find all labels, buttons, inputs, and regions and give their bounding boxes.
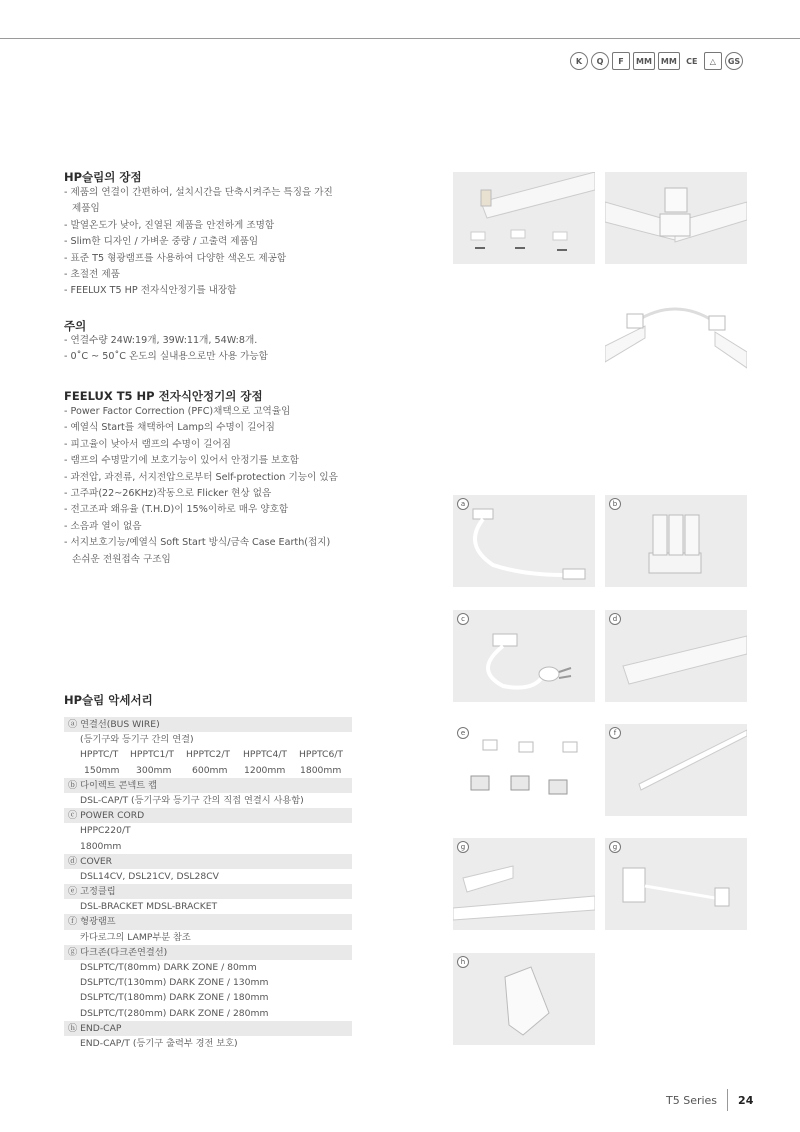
connection-illustration	[605, 172, 747, 264]
list-item: - 발열온도가 낮아, 진열된 제품을 안전하게 조명함	[64, 219, 275, 231]
list-item: - 제품의 연결이 간편하여, 설치시간을 단축시켜주는 특징을 가진	[64, 187, 333, 198]
list-item: - 과전압, 과전류, 서지전압으로부터 Self-protection 기능이 있음	[64, 471, 338, 483]
photo-label: g	[457, 841, 469, 853]
ballast-title: FEELUX T5 HP 전자식안정기의 장점	[64, 389, 263, 403]
power-cord-illustration	[453, 610, 595, 702]
acc-model: HPPTC4/T	[243, 749, 288, 761]
acc-a-lengths	[64, 763, 352, 778]
list-item: - 소음과 열이 없음	[64, 520, 142, 532]
acc-e-head: ⓔ 고정클립	[64, 884, 352, 899]
end-cap-illustration	[453, 953, 595, 1045]
footer	[666, 1089, 753, 1111]
acc-a-head: ⓐ 연결선(BUS WIRE)	[64, 717, 352, 732]
photo-g-dark-zone	[453, 838, 595, 930]
acc-length: 1800mm	[300, 764, 342, 776]
acc-c-head: ⓒ POWER CORD	[64, 808, 352, 823]
series-label: T5 Series	[666, 1093, 718, 1107]
photo-a-bus-wire	[453, 495, 595, 587]
acc-e-sub: DSL-BRACKET MDSL-BRACKET	[80, 901, 218, 913]
dark-zone-2-illustration	[605, 838, 747, 930]
features-list	[64, 185, 333, 300]
fixture-illustration	[453, 172, 595, 264]
photo-label: h	[457, 956, 469, 968]
photo-c-power-cord	[453, 610, 595, 702]
ballast-list	[64, 404, 338, 568]
list-item: 손쉬운 전원접속 구조임	[72, 553, 171, 565]
list-item: - Slim한 디자인 / 가벼운 중량 / 고출력 제품임	[64, 236, 259, 248]
cert-k-icon: K	[570, 52, 588, 70]
list-item: - 전고조파 왜유율 (T.H.D)이 15%이하로 매우 양호함	[64, 504, 289, 516]
acc-a-models	[64, 747, 352, 762]
photo-label: a	[457, 498, 469, 510]
photo-b-cap	[605, 495, 747, 587]
acc-h-head: ⓗ END-CAP	[64, 1021, 352, 1036]
footer-divider	[727, 1089, 728, 1111]
list-item: - 표준 T5 형광램프를 사용하여 다양한 색온도 제공함	[64, 252, 287, 264]
list-item: - 서지보호기능/예열식 Soft Start 방식/금속 Case Earth(접지)	[64, 537, 331, 549]
acc-f-sub: 카다로그의 LAMP부분 참조	[80, 931, 191, 943]
acc-model: HPPTC6/T	[299, 749, 344, 761]
cert-mm-icon: MM	[633, 52, 655, 70]
list-item: - 연결수량 24W:19개, 39W:11개, 54W:8개.	[64, 335, 258, 346]
accessories-title: HP슬림 악세서리	[64, 693, 153, 707]
list-item: - 피고율이 낮아서 램프의 수명이 길어짐	[64, 438, 231, 450]
dark-zone-illustration	[453, 838, 595, 930]
photo-g-dark-zone-2	[605, 838, 747, 930]
photo-label: d	[609, 613, 621, 625]
bus-wire-illustration	[453, 495, 595, 587]
photo-label: e	[457, 727, 469, 739]
acc-length: 1200mm	[244, 764, 286, 776]
acc-c-sub1: HPPC220/T	[80, 825, 131, 837]
lamp-illustration	[605, 724, 747, 816]
caution-title: 주의	[64, 319, 87, 333]
list-item: - 0˚C ~ 50˚C 온도의 실내용으로만 사용 가능함	[64, 351, 268, 363]
photo-label: b	[609, 498, 621, 510]
cert-q-icon: Q	[591, 52, 609, 70]
photo-f-lamp	[605, 724, 747, 816]
acc-a-sub: (등기구와 등기구 간의 연결)	[80, 734, 194, 746]
acc-c-sub2: 1800mm	[80, 840, 122, 852]
photo-label: f	[609, 727, 621, 739]
acc-h-sub: END-CAP/T (등기구 출력부 경전 보호)	[80, 1037, 238, 1049]
list-item: - Power Factor Correction (PFC)채택으로 고역율임	[64, 406, 291, 417]
cert-ce-icon: CE	[686, 56, 698, 66]
acc-model: HPPTC/T	[80, 749, 119, 761]
photo-e-brackets	[453, 724, 595, 816]
photo-label: g	[609, 841, 621, 853]
acc-b-head: ⓑ 다이렉트 콘넥트 캡	[64, 778, 352, 793]
acc-b-sub: DSL-CAP/T (등기구와 등기구 간의 직접 연결시 사용함)	[80, 794, 304, 806]
features-title: HP슬림의 장점	[64, 170, 142, 184]
list-item: - FEELUX T5 HP 전자식안정기를 내장함	[64, 285, 237, 297]
cert-mm2-icon: MM	[658, 52, 680, 70]
cert-f-icon: F	[612, 52, 630, 70]
photo-label: c	[457, 613, 469, 625]
wire-link-illustration	[605, 286, 747, 378]
cert-gs-icon: GS	[725, 52, 743, 70]
acc-model: HPPTC2/T	[186, 749, 231, 761]
top-rule	[0, 38, 800, 39]
product-photo-connection	[605, 172, 747, 264]
acc-g-sub: DSLPTC/T(80mm) DARK ZONE / 80mm	[80, 962, 257, 973]
acc-model: HPPTC1/T	[130, 749, 175, 761]
acc-length: 150mm	[84, 764, 120, 776]
acc-d-head: ⓓ COVER	[64, 854, 352, 869]
list-item: - 예열식 Start를 채택하여 Lamp의 수명이 길어짐	[64, 422, 275, 434]
acc-length: 600mm	[192, 764, 228, 776]
cover-illustration	[605, 610, 747, 702]
acc-g-sub: DSLPTC/T(130mm) DARK ZONE / 130mm	[80, 977, 269, 989]
acc-length: 300mm	[136, 764, 172, 776]
photo-h-end-cap	[453, 953, 595, 1045]
acc-g-sub: DSLPTC/T(180mm) DARK ZONE / 180mm	[80, 992, 269, 1004]
certification-marks	[570, 52, 743, 70]
list-item: 제품임	[72, 203, 100, 215]
cert-triangle-icon: △	[704, 52, 722, 70]
list-item: - 초절전 제품	[64, 269, 120, 281]
acc-g-sub: DSLPTC/T(280mm) DARK ZONE / 280mm	[80, 1007, 269, 1019]
acc-d-sub: DSL14CV, DSL21CV, DSL28CV	[80, 870, 219, 882]
caution-list	[64, 333, 268, 366]
product-photo-fixture	[453, 172, 595, 264]
acc-f-head: ⓕ 형광램프	[64, 914, 352, 929]
brackets-illustration	[453, 724, 595, 816]
cap-illustration	[605, 495, 747, 587]
list-item: - 램프의 수명말기에 보호기능이 있어서 안정기를 보호함	[64, 455, 299, 467]
page-number: 24	[738, 1093, 754, 1107]
accessories-table	[64, 717, 352, 1051]
product-photo-wire-link	[605, 286, 747, 378]
acc-g-head: ⓖ 다크존(다크존연결선)	[64, 945, 352, 960]
photo-d-cover	[605, 610, 747, 702]
list-item: - 고주파(22~26KHz)작동으로 Flicker 현상 없음	[64, 488, 272, 500]
